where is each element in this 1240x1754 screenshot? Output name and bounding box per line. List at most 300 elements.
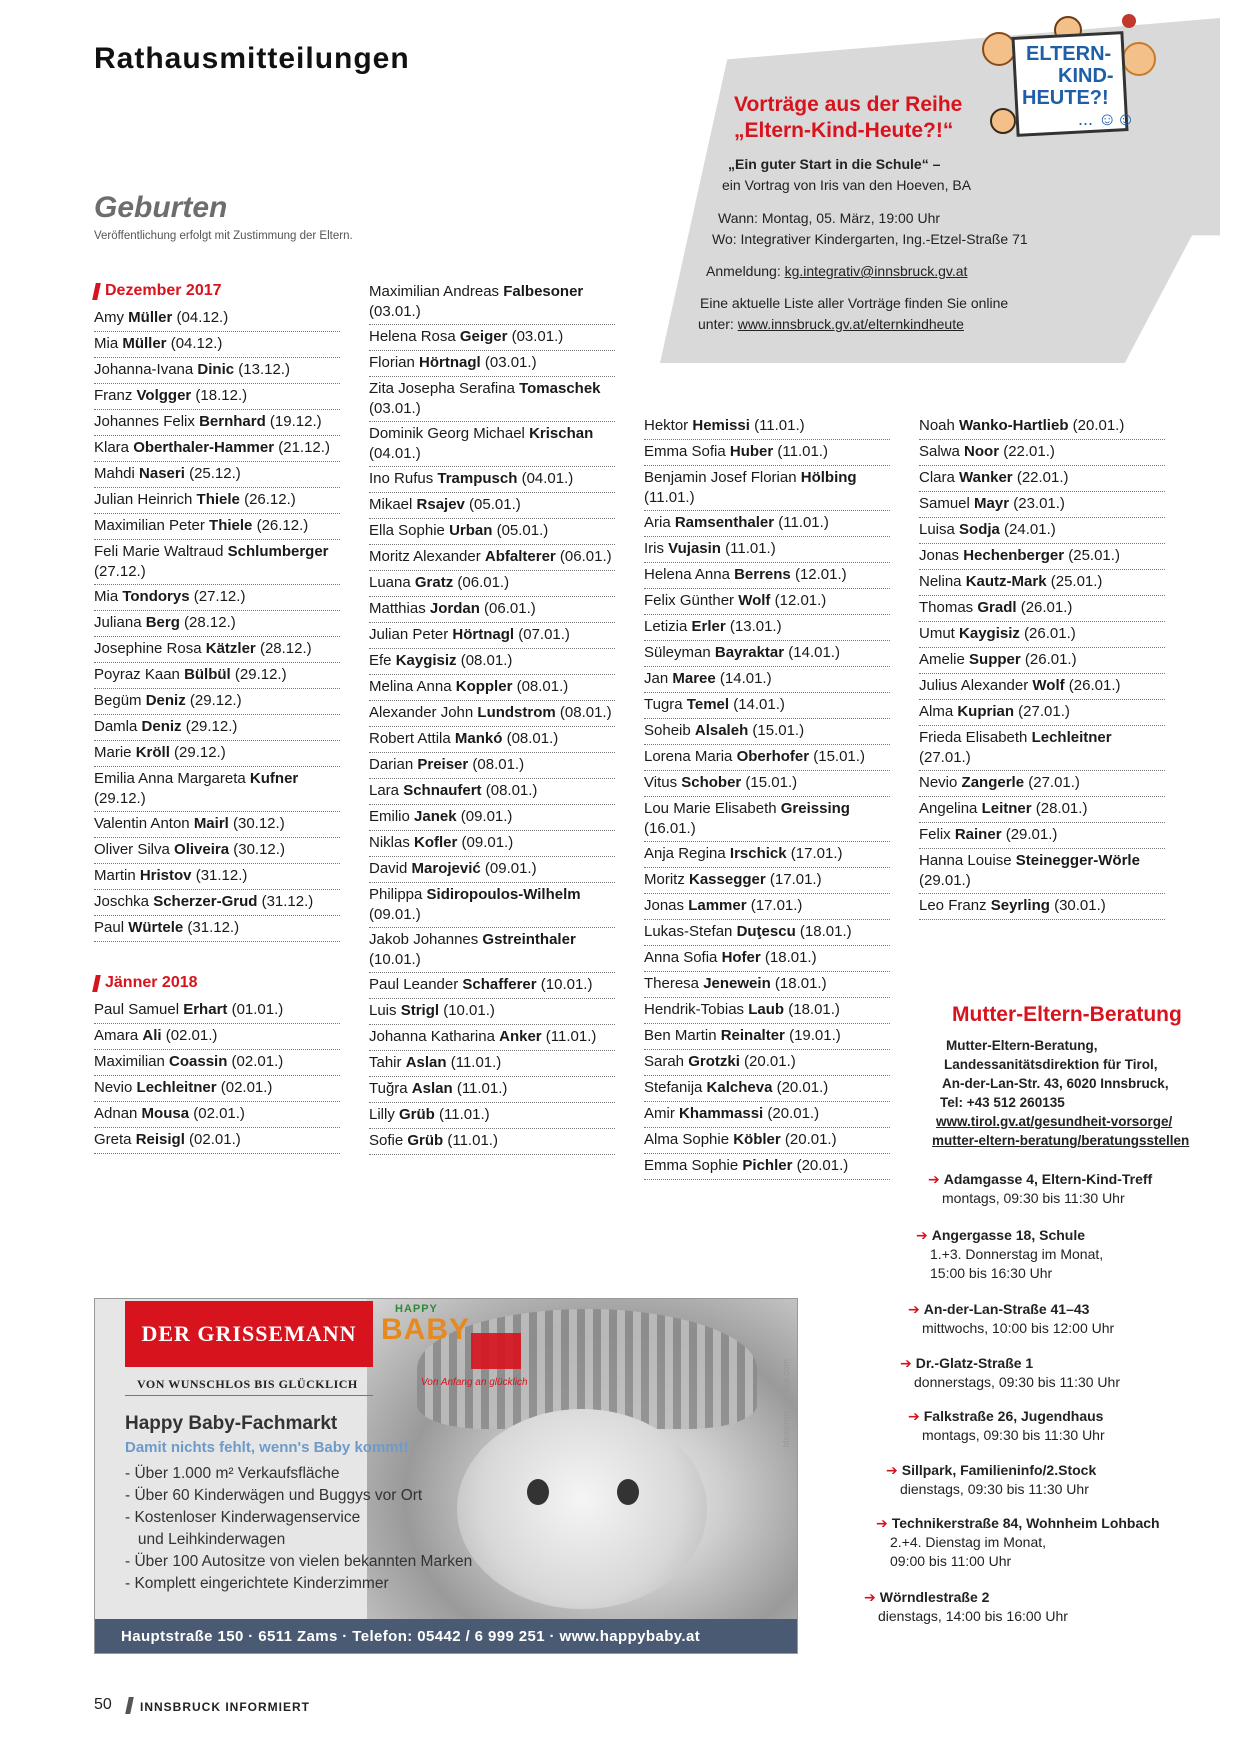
first-name: Oliver Silva xyxy=(94,841,175,858)
last-name: Rainer xyxy=(954,826,1002,843)
meb-location-time: mittwochs, 10:00 bis 12:00 Uhr xyxy=(922,1320,1115,1336)
birth-date: (15.01.) xyxy=(809,748,865,765)
last-name: Krischan xyxy=(529,425,594,442)
meb-website-link-2[interactable]: mutter-eltern-beratung/beratungsstellen xyxy=(932,1133,1190,1148)
birth-entry xyxy=(369,571,615,597)
birth-entry xyxy=(369,493,615,519)
last-name: Trampusch xyxy=(437,470,518,487)
birth-date: (18.01.) xyxy=(795,923,852,940)
first-name: Maximilian Andreas xyxy=(369,283,504,300)
birth-date: (28.12.) xyxy=(179,614,236,631)
ad-heading: Happy Baby-Fachmarkt xyxy=(125,1413,338,1434)
first-name: Felix Günther xyxy=(644,592,739,609)
birth-date: (11.01.) xyxy=(720,540,776,557)
last-name: Gstreinthaler xyxy=(482,931,576,948)
first-name: Hanna Louise xyxy=(919,852,1016,869)
last-name: Volgger xyxy=(136,387,192,404)
arrow-right-icon: ➔ xyxy=(886,1462,898,1478)
meb-location-name: Technikerstraße 84, Wohnheim Lohbach xyxy=(891,1515,1160,1531)
kid-illustration-right xyxy=(1122,42,1156,76)
first-name: Niklas xyxy=(369,834,415,851)
birth-entry xyxy=(94,384,340,410)
last-name: Falbesoner xyxy=(503,283,584,300)
last-name: Ramsenthaler xyxy=(674,514,775,531)
birth-date: (11.01.) xyxy=(773,443,828,460)
birth-date: (11.01.) xyxy=(749,417,805,434)
meb-location-heading xyxy=(916,1226,1103,1245)
first-name: Julian Peter xyxy=(369,626,453,643)
first-name: Umut xyxy=(919,625,960,642)
vortrag-list-url-line xyxy=(698,314,964,334)
birth-entry xyxy=(369,623,615,649)
meb-location-heading xyxy=(908,1407,1105,1426)
happy-baby-logo-happy: HAPPY xyxy=(395,1303,438,1315)
birth-entry xyxy=(369,1051,615,1077)
birth-date: (27.01.) xyxy=(919,749,971,766)
last-name: Maree xyxy=(672,670,716,687)
birth-date: (14.01.) xyxy=(715,670,772,687)
birth-date: (27.12.) xyxy=(189,588,246,605)
first-name: Paul Samuel xyxy=(94,1001,184,1018)
birth-entry xyxy=(644,1050,890,1076)
last-name: Schober xyxy=(681,774,742,791)
birth-date: (11.01.) xyxy=(434,1106,490,1123)
grissemann-logo: DER GRISSEMANN xyxy=(125,1301,373,1367)
first-name: Melina Anna xyxy=(369,678,456,695)
last-name: Hörtnagl xyxy=(419,354,481,371)
birth-entry xyxy=(369,973,615,999)
bird-illustration xyxy=(1122,14,1136,28)
last-name: Pichler xyxy=(742,1157,793,1174)
last-name: Schafferer xyxy=(462,976,537,993)
logo-text-line1: ELTERN- xyxy=(1026,43,1112,65)
last-name: Schlumberger xyxy=(227,543,329,560)
birth-entry xyxy=(644,771,890,797)
first-name: Soheib xyxy=(644,722,695,739)
birth-entry xyxy=(369,675,615,701)
births-column-1 xyxy=(94,274,340,1154)
first-name: Joschka xyxy=(94,893,154,910)
meb-location-time: 1.+3. Donnerstag im Monat, xyxy=(930,1246,1104,1262)
ad-feature-item: - Komplett eingerichtete Kinderzimmer xyxy=(125,1575,389,1592)
birth-date: (27.12.) xyxy=(94,563,146,580)
last-name: Mousa xyxy=(141,1105,190,1122)
first-name: Damla xyxy=(94,718,142,735)
birth-date: (29.01.) xyxy=(919,872,971,889)
birth-date: (24.01.) xyxy=(999,521,1056,538)
month-heading-dezember xyxy=(94,274,340,306)
birth-date: (01.01.) xyxy=(227,1001,284,1018)
first-name: Sarah xyxy=(644,1053,689,1070)
first-name: Theresa xyxy=(644,975,704,992)
ad-feature-item: - Kostenloser Kinderwagenservice xyxy=(125,1509,361,1526)
birth-date: (11.01.) xyxy=(452,1080,508,1097)
first-name: Benjamin Josef Florian xyxy=(644,469,801,486)
first-name: Mahdi xyxy=(94,465,140,482)
birth-entry xyxy=(94,838,340,864)
meb-location xyxy=(864,1588,1068,1626)
last-name: Mankó xyxy=(454,730,503,747)
first-name: Marie xyxy=(94,744,136,761)
birth-entry xyxy=(369,1103,615,1129)
first-name: Matthias xyxy=(369,600,430,617)
birth-date: (20.01.) xyxy=(792,1157,849,1174)
birth-date: (29.01.) xyxy=(1001,826,1058,843)
birth-entry xyxy=(369,857,615,883)
birth-date: (20.01.) xyxy=(772,1079,829,1096)
birth-date: (09.01.) xyxy=(457,834,514,851)
vortrag-title xyxy=(734,92,962,144)
first-name: Tugra xyxy=(644,696,687,713)
birth-date: (02.01.) xyxy=(216,1079,273,1096)
meb-location-name: Sillpark, Familieninfo/2.Stock xyxy=(901,1462,1097,1478)
birth-entry xyxy=(644,589,890,615)
meb-location-time: 09:00 bis 11:00 Uhr xyxy=(890,1553,1012,1569)
birth-entry xyxy=(644,511,890,537)
last-name: Sodja xyxy=(959,521,1000,538)
first-name: Letizia xyxy=(644,618,692,635)
last-name: Naseri xyxy=(139,465,185,482)
first-name: Iris xyxy=(644,540,669,557)
first-name: Nevio xyxy=(94,1079,137,1096)
meb-info-line1: Mutter-Eltern-Beratung, xyxy=(946,1038,1098,1053)
birth-date: (26.01.) xyxy=(1064,677,1121,694)
first-name: Amara xyxy=(94,1027,143,1044)
first-name: Alma xyxy=(919,703,958,720)
ad-feature-item: - Über 100 Autositze von vielen bekannten Marken xyxy=(125,1553,473,1570)
last-name: Kröll xyxy=(135,744,170,761)
first-name: Valentin Anton xyxy=(94,815,194,832)
first-name: Mia xyxy=(94,335,123,352)
last-name: Gradl xyxy=(977,599,1017,616)
birth-date: (10.01.) xyxy=(369,951,421,968)
birth-entry xyxy=(94,663,340,689)
meb-location-name: Falkstraße 26, Jugendhaus xyxy=(923,1408,1104,1424)
last-name: Hölbing xyxy=(800,469,857,486)
first-name: Jonas xyxy=(919,547,964,564)
page-number: 50 xyxy=(94,1696,112,1713)
birth-date: (11.01.) xyxy=(446,1054,502,1071)
birth-entry xyxy=(644,693,890,719)
last-name: Lechleitner xyxy=(136,1079,217,1096)
first-name: Nelina xyxy=(919,573,966,590)
last-name: Kaygisiz xyxy=(395,652,457,669)
last-name: Kätzler xyxy=(205,640,256,657)
arrow-right-icon: ➔ xyxy=(908,1408,920,1424)
birth-date: (08.01.) xyxy=(456,652,513,669)
last-name: Köbler xyxy=(733,1131,781,1148)
last-name: Bernhard xyxy=(199,413,266,430)
birth-entry xyxy=(369,727,615,753)
birth-entry xyxy=(94,715,340,741)
first-name: Angelina xyxy=(919,800,982,817)
ad-contact-footer: Hauptstraße 150 · 6511 Zams · Telefon: 05442 / 6 999 251 · www.happybaby.at xyxy=(95,1619,797,1653)
last-name: Jenewein xyxy=(703,975,771,992)
birth-entry xyxy=(919,518,1165,544)
birth-entry xyxy=(94,611,340,637)
birth-date: (08.01.) xyxy=(481,782,538,799)
birth-entry xyxy=(919,674,1165,700)
birth-entry xyxy=(94,1128,340,1154)
birth-date: (26.12.) xyxy=(252,517,309,534)
birth-date: (06.01.) xyxy=(555,548,612,565)
birth-entry xyxy=(644,1102,890,1128)
last-name: Marojević xyxy=(411,860,481,877)
births-column-2 xyxy=(369,280,615,1155)
baby-eye-right xyxy=(617,1479,639,1505)
meb-website-link-1[interactable]: www.tirol.gv.at/gesundheit-vorsorge/ xyxy=(936,1114,1173,1129)
birth-date: (05.01.) xyxy=(464,496,521,513)
birth-entry xyxy=(644,667,890,693)
meb-location xyxy=(876,1514,1160,1571)
meb-location-time: 2.+4. Dienstag im Monat, xyxy=(890,1534,1047,1550)
birth-date: (07.01.) xyxy=(514,626,570,643)
birth-entry xyxy=(919,797,1165,823)
birth-entry xyxy=(94,1024,340,1050)
birth-date: (13.12.) xyxy=(234,361,290,378)
meb-location-heading xyxy=(886,1461,1096,1480)
birth-entry xyxy=(94,514,340,540)
birth-date: (18.01.) xyxy=(784,1001,840,1018)
birth-entry xyxy=(369,1077,615,1103)
last-name: Kassegger xyxy=(689,871,766,888)
birth-entry xyxy=(919,648,1165,674)
birth-entry xyxy=(369,928,615,973)
first-name: Emma Sophie xyxy=(644,1157,743,1174)
last-name: Wolf xyxy=(738,592,771,609)
last-name: Deniz xyxy=(141,718,182,735)
birth-date: (17.01.) xyxy=(746,897,803,914)
birth-date: (18.01.) xyxy=(770,975,827,992)
birth-date: (11.01.) xyxy=(774,514,829,531)
first-name: Adnan xyxy=(94,1105,142,1122)
birth-date: (04.12.) xyxy=(166,335,223,352)
birth-date: (09.01.) xyxy=(456,808,513,825)
meb-location xyxy=(908,1407,1105,1445)
first-name: Noah xyxy=(919,417,960,434)
last-name: Urban xyxy=(449,522,493,539)
birth-entry xyxy=(369,351,615,377)
birth-entry xyxy=(919,466,1165,492)
birth-entry xyxy=(94,1076,340,1102)
first-name: Jan xyxy=(644,670,673,687)
birth-date: (10.01.) xyxy=(536,976,593,993)
list-url-prefix: unter: xyxy=(698,316,738,332)
birth-date: (29.12.) xyxy=(185,692,242,709)
first-name: Lou Marie Elisabeth xyxy=(644,800,781,817)
first-name: Klara xyxy=(94,439,134,456)
first-name: Johanna-Ivana xyxy=(94,361,198,378)
birth-date: (31.12.) xyxy=(183,919,240,936)
birth-date: (04.12.) xyxy=(172,309,229,326)
birth-entry xyxy=(94,741,340,767)
first-name: Feli Marie Waltraud xyxy=(94,543,228,560)
elternkindheute-link[interactable]: www.innsbruck.gv.at/elternkindheute xyxy=(737,316,964,332)
birth-entry xyxy=(369,701,615,727)
last-name: Vujasin xyxy=(668,540,721,557)
birth-date: (15.01.) xyxy=(741,774,798,791)
birth-entry xyxy=(919,414,1165,440)
first-name: Philippa xyxy=(369,886,427,903)
last-name: Schnaufert xyxy=(403,782,482,799)
last-name: Oberhofer xyxy=(736,748,810,765)
last-name: Erler xyxy=(691,618,726,635)
birth-entry xyxy=(369,422,615,467)
birth-entry xyxy=(919,622,1165,648)
birth-entry xyxy=(369,649,615,675)
birth-date: (14.01.) xyxy=(729,696,785,713)
birth-date: (12.01.) xyxy=(770,592,827,609)
first-name: Ben Martin xyxy=(644,1027,721,1044)
birth-entry xyxy=(919,492,1165,518)
last-name: Seyrling xyxy=(990,897,1050,914)
birth-entry xyxy=(919,544,1165,570)
last-name: Tomaschek xyxy=(519,380,601,397)
meb-location-time: montags, 09:30 bis 11:30 Uhr xyxy=(942,1190,1125,1206)
last-name: Kofler xyxy=(414,834,458,851)
ad-feature-item: - Über 60 Kinderwägen und Buggys vor Ort xyxy=(125,1487,423,1504)
eltern-kind-heute-logo xyxy=(972,12,1162,162)
last-name: Grüb xyxy=(407,1132,444,1149)
birth-entry xyxy=(919,570,1165,596)
birth-date: (14.01.) xyxy=(784,644,840,661)
meb-location-heading xyxy=(900,1354,1120,1373)
birth-entry xyxy=(94,890,340,916)
last-name: Scherzer-Grud xyxy=(153,893,258,910)
month-label: Dezember 2017 xyxy=(105,282,222,299)
section-subtitle: Veröffentlichung erfolgt mit Zustimmung der Eltern. xyxy=(94,230,353,242)
birth-date: (23.01.) xyxy=(1009,495,1065,512)
last-name: Tondorys xyxy=(122,588,190,605)
register-email-link[interactable]: kg.integrativ@innsbruck.gv.at xyxy=(784,263,968,279)
birth-entry xyxy=(369,883,615,928)
birth-entry xyxy=(369,1025,615,1051)
last-name: Kaygisiz xyxy=(959,625,1020,642)
birth-entry xyxy=(94,1050,340,1076)
first-name: Paul Leander xyxy=(369,976,463,993)
page-title: Rathausmitteilungen xyxy=(94,42,410,75)
last-name: Thiele xyxy=(209,517,253,534)
birth-entry xyxy=(644,641,890,667)
birth-entry xyxy=(644,1128,890,1154)
first-name: Efe xyxy=(369,652,396,669)
first-name: Luis xyxy=(369,1002,401,1019)
first-name: Poyraz Kaan xyxy=(94,666,185,683)
first-name: Sofie xyxy=(369,1132,408,1149)
birth-entry xyxy=(369,597,615,623)
meb-location xyxy=(908,1300,1114,1338)
birth-date: (27.01.) xyxy=(1024,774,1080,791)
first-name: Jakob Johannes xyxy=(369,931,483,948)
birth-entry xyxy=(369,545,615,571)
birth-entry xyxy=(919,700,1165,726)
first-name: Tuğra xyxy=(369,1080,412,1097)
first-name: Greta xyxy=(94,1131,136,1148)
first-name: Johannes Felix xyxy=(94,413,200,430)
birth-entry xyxy=(644,440,890,466)
arrow-right-icon: ➔ xyxy=(908,1301,920,1317)
last-name: Sidiropoulos-Wilhelm xyxy=(426,886,581,903)
first-name: Moritz xyxy=(644,871,689,888)
birth-date: (27.01.) xyxy=(1014,703,1070,720)
birth-date: (18.01.) xyxy=(760,949,817,966)
last-name: Huber xyxy=(729,443,774,460)
birth-date: (29.12.) xyxy=(94,790,146,807)
first-name: Thomas xyxy=(919,599,978,616)
first-name: Begüm xyxy=(94,692,146,709)
birth-entry xyxy=(644,466,890,511)
first-name: Darian xyxy=(369,756,418,773)
month-label: Jänner 2018 xyxy=(105,974,198,991)
birth-date: (05.01.) xyxy=(492,522,549,539)
first-name: Maximilian xyxy=(94,1053,170,1070)
meb-location-time: donnerstags, 09:30 bis 11:30 Uhr xyxy=(914,1374,1120,1390)
births-column-3 xyxy=(644,414,890,1180)
first-name: Amy xyxy=(94,309,129,326)
last-name: Kufner xyxy=(249,770,299,787)
birth-entry xyxy=(644,868,890,894)
last-name: Wanker xyxy=(959,469,1013,486)
birth-date: (26.01.) xyxy=(1019,625,1076,642)
births-column-4 xyxy=(919,414,1165,920)
first-name: Amelie xyxy=(919,651,970,668)
meb-location-heading xyxy=(876,1514,1160,1533)
meb-location-heading xyxy=(908,1300,1114,1319)
last-name: Greissing xyxy=(780,800,850,817)
last-name: Alsaleh xyxy=(694,722,749,739)
last-name: Dinic xyxy=(197,361,235,378)
last-name: Hechenberger xyxy=(963,547,1065,564)
first-name: Salwa xyxy=(919,443,965,460)
meb-location-name: Angergasse 18, Schule xyxy=(931,1227,1086,1243)
birth-date: (13.01.) xyxy=(725,618,782,635)
birth-entry xyxy=(94,332,340,358)
birth-date: (03.01.) xyxy=(369,303,421,320)
birth-date: (29.12.) xyxy=(181,718,238,735)
birth-entry xyxy=(94,864,340,890)
first-name: Helena Anna xyxy=(644,566,735,583)
last-name: Geiger xyxy=(459,328,508,345)
birth-entry xyxy=(369,1129,615,1155)
first-name: Tahir xyxy=(369,1054,406,1071)
last-name: Thiele xyxy=(196,491,240,508)
last-name: Gratz xyxy=(414,574,454,591)
meb-location-time: dienstags, 14:00 bis 16:00 Uhr xyxy=(878,1608,1068,1624)
birth-date: (06.01.) xyxy=(453,574,510,591)
birth-date: (18.12.) xyxy=(191,387,248,404)
birth-date: (20.01.) xyxy=(739,1053,796,1070)
first-name: Franz xyxy=(94,387,137,404)
birth-date: (12.01.) xyxy=(790,566,847,583)
last-name: Wanko-Hartlieb xyxy=(959,417,1069,434)
vortrag-title-line2: „Eltern-Kind-Heute?!“ xyxy=(734,119,954,142)
footer-bar-icon xyxy=(125,1697,134,1714)
first-name: Juliana xyxy=(94,614,146,631)
birth-entry xyxy=(369,753,615,779)
birth-entry xyxy=(919,771,1165,797)
meb-location xyxy=(886,1461,1096,1499)
first-name: Stefanija xyxy=(644,1079,707,1096)
birth-date: (09.01.) xyxy=(369,906,421,923)
last-name: Khammassi xyxy=(679,1105,764,1122)
last-name: Aslan xyxy=(411,1080,453,1097)
last-name: Lundstrom xyxy=(477,704,556,721)
last-name: Berrens xyxy=(734,566,791,583)
birth-date: (02.01.) xyxy=(227,1053,284,1070)
meb-info-phone: Tel: +43 512 260135 xyxy=(940,1095,1065,1110)
last-name: Grotzki xyxy=(688,1053,740,1070)
last-name: Lechleitner xyxy=(1031,729,1112,746)
